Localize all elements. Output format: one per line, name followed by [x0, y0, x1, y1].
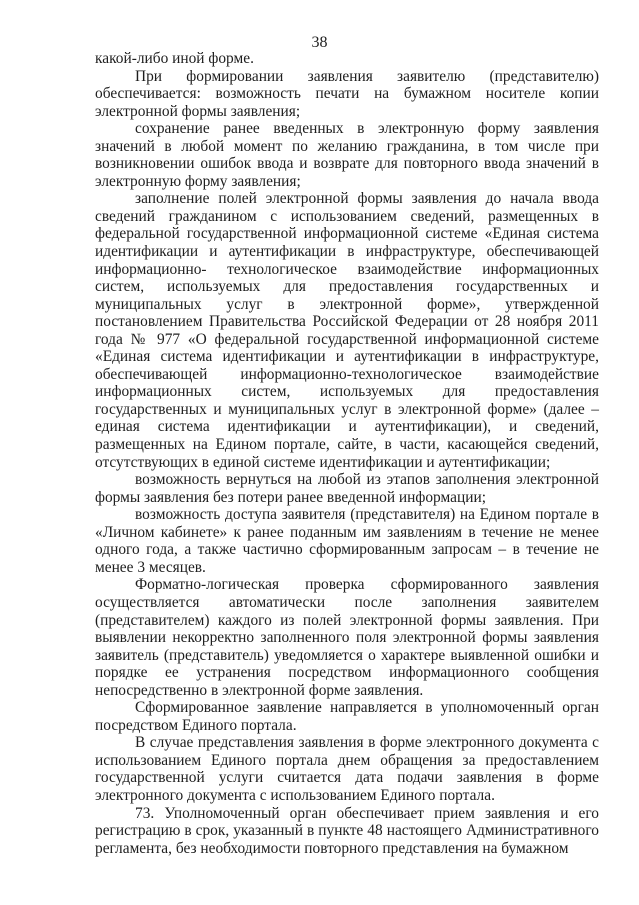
paragraph: 73. Уполномоченный орган обеспечивает прием заявления и его регистрацию в срок, указанный в пункте 48 настоящего Административного регламента, без необходимости повторного представления на бумажном — [95, 804, 599, 857]
page-number: 38 — [311, 34, 328, 51]
paragraph: возможность доступа заявителя (представителя) на Едином портале в «Личном кабинете» к ранее поданным им заявлениям в течение не менее одного года, а также частично сформированным запросам – в течение не менее 3 месяцев. — [95, 506, 599, 576]
paragraph: сохранение ранее введенных в электронную форму заявления значений в любой момент по желанию гражданина, в том числе при возникновении ошибок ввода и возврате для повторного ввода значений в электронную форму заявления; — [95, 120, 599, 190]
document-body — [95, 50, 599, 857]
paragraph: возможность вернуться на любой из этапов заполнения электронной формы заявления без потери ранее введенной информации; — [95, 471, 599, 506]
paragraph: какой-либо иной форме. — [95, 50, 254, 67]
paragraph: заполнение полей электронной формы заявления до начала ввода сведений гражданином с использованием сведений, размещенных в федеральной государственной информационной системе «Единая система идентификации и аутентификации в инфраструктуре, обеспечивающей информационно- технологическое взаимодействие информационных систем, используемых для предоставления государственных и муниципальных услуг в электронной форме», утвержденной постановлением Правительства Российской Федерации от 28 ноября 2011 года № 977 «О федеральной государственной информационной системе «Единая система идентификации и аутентификации в инфраструктуре, обеспечивающей информационно-технологическое взаимодействие информационных систем, используемых для предоставления государственных и муниципальных услуг в электронной форме» (далее – единая система идентификации и аутентификации), и сведений, размещенных на Едином портале, сайте, в части, касающейся сведений, отсутствующих в единой системе идентификации и аутентификации; — [95, 190, 599, 471]
paragraph: В случае представления заявления в форме электронного документа с использованием Единого портала днем обращения за предоставлением государственной услуги считается дата подачи заявления в форме электронного документа с использованием Единого портала. — [95, 734, 599, 804]
paragraph: При формировании заявления заявителю (представителю) обеспечивается: возможность печати на бумажном носителе копии электронной формы заявления; — [95, 67, 599, 120]
paragraph: Сформированное заявление направляется в уполномоченный орган посредством Единого портала. — [95, 699, 599, 734]
paragraph: Форматно-логическая проверка сформированного заявления осуществляется автоматически после заполнения заявителем (представителем) каждого из полей электронной формы заявления. При выявлении некорректно заполненного поля электронной формы заявления заявитель (представитель) уведомляется о характере выявленной ошибки и порядке ее устранения посредством информационного сообщения непосредственно в электронной форме заявления. — [95, 576, 599, 699]
